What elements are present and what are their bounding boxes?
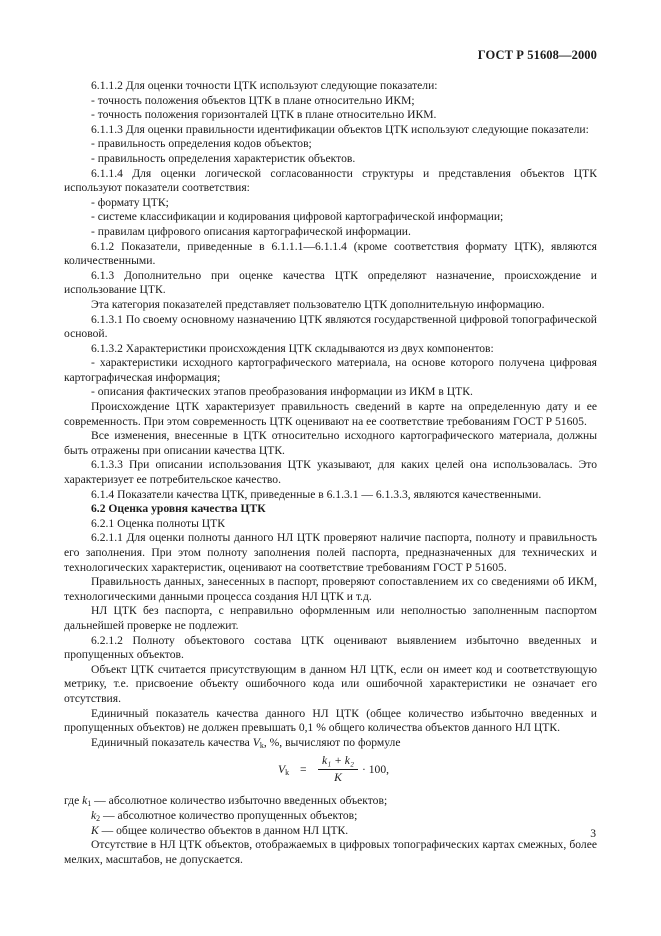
formula [64,752,597,790]
paragraph: - формату ЦТК; [91,195,169,209]
paragraph: - характеристики исходного картографического материала, на основе которого получена цифровая картографическая информация; [64,356,597,384]
formula-intro-post: , %, вычисляют по формуле [263,735,401,749]
formula-denominator: K [334,771,342,785]
paragraph: - точность положения объектов ЦТК в плане относительно ИКМ; [91,93,415,107]
legend-var: k [82,794,88,808]
paragraph: - системе классификации и кодирования цифровой картографической информации; [91,210,504,224]
formula-intro [64,736,597,751]
paragraph: Происхождение ЦТК характеризует правильность сведений в карте на определенную дату и ее современность. При этом современность ЦТК оценивают на ее соответствие требованиям ГОСТ Р 51605. [64,400,597,428]
paragraph: 6.1.4 Показатели качества ЦТК, приведенные в 6.1.3.1 — 6.1.3.3, являются качественными. [91,487,542,501]
paragraph: - правильность определения характеристик объектов. [91,151,356,165]
paragraph: - описания фактических этапов преобразования информации из ИКМ в ЦТК. [91,385,473,399]
paragraph: Правильность данных, занесенных в паспорт, проверяют сопоставлением их со сведениями об ИКМ, технологическими данными процесса создания НЛ ЦТК и т.д. [64,575,597,603]
paragraph: 6.2.1.2 Полноту объектового состава ЦТК оценивают выявлением избыточно введенных и пропущенных объектов. [64,633,597,662]
paragraph: Объект ЦТК считается присутствующим в данном НЛ ЦТК, если он имеет код и соответствующую метрику, т.е. присвоение объекту ошибочного кода или ошибочной характеристики не означает его отсутствия. [64,662,597,705]
formula-equals: = [300,763,307,777]
paragraph: Все изменения, внесенные в ЦТК относительно исходного картографического материала, должны быть отражены при описании качества ЦТК. [64,429,597,457]
formula-fraction [318,754,358,785]
legend-var: K [91,823,99,837]
paragraph: НЛ ЦТК без паспорта, с неправильно оформленным или неполностью заполненным паспортом дальнейшей проверке не подлежит. [64,604,597,632]
document-header: ГОСТ Р 51608—2000 [477,48,597,62]
legend-var: k [91,808,97,822]
paragraph: Единичный показатель качества данного НЛ ЦТК (общее количество избыточно введенных и пропущенных объектов) не должен превышать 0,1 % общего количества объектов данного НЛ ЦТК. [64,706,597,735]
legend-text: — абсолютное количество избыточно введенных объектов; [91,794,388,808]
paragraph: 6.2 Оценка уровня качества ЦТК [91,502,266,516]
formula-intro-var: V [252,735,260,749]
legend-line [64,824,597,839]
formula-rhs: · 100, [362,763,390,777]
paragraph: 6.1.1.2 Для оценки точности ЦТК используют следующие показатели: [91,79,438,92]
legend-text: — абсолютное количество пропущенных объектов; [100,808,358,822]
paragraph: 6.1.1.4 Для оценки логической согласованности структуры и представления объектов ЦТК используют показатели соответствия: [64,166,597,195]
paragraph: 6.1.3.1 По своему основному назначению ЦТК являются государственной цифровой топографической основой. [64,312,597,341]
formula-intro-text: Единичный показатель качества [91,735,253,749]
paragraph: - точность положения горизонталей ЦТК в плане относительно ИКМ. [91,108,437,122]
legend-sub: 2 [96,813,101,823]
paragraph: 6.1.3.3 При описании использования ЦТК указывают, для каких целей она использовалась. Это характеризует ее потребительское качество. [64,458,597,487]
paragraph: - правилам цифрового описания картографической информации. [91,224,411,238]
document-body [64,79,597,867]
formula-numerator: k₁ + k₂ [318,754,358,770]
paragraph: 6.2.1 Оценка полноты ЦТК [91,516,225,530]
paragraph: 6.1.3.2 Характеристики происхождения ЦТК складываются из двух компонентов: [91,341,494,355]
paragraph: - правильность определения кодов объектов; [91,137,312,151]
final-paragraph: Отсутствие в НЛ ЦТК объектов, отображаемых в цифровых топографических картах смежных, более мелких, масштабов, не допускается. [64,838,597,866]
paragraph-list [64,79,597,736]
legend-line [64,794,597,809]
paragraph: 6.1.2 Показатели, приведенные в 6.1.1.1—6.1.1.4 (кроме соответствия формату ЦТК), являются количественными. [64,239,597,268]
paragraph: 6.1.1.3 Для оценки правильности идентификации объектов ЦТК используют следующие показатели: [91,122,589,136]
legend-text: — общее количество объектов в данном НЛ ЦТК. [98,823,349,837]
legend-sub: 1 [87,799,92,809]
paragraph: 6.2.1.1 Для оценки полноты данного НЛ ЦТК проверяют наличие паспорта, полноту и правильность его заполнения. При этом полноту заполнения полей паспорта, предназначенных для технических и технологических характеристик, оценивают на соответствие требованиям ГОСТ Р 51605. [64,531,597,574]
paragraph: 6.1.3 Дополнительно при оценке качества ЦТК определяют назначение, происхождение и использование ЦТК. [64,268,597,297]
legend-prefix: где [64,794,83,808]
page-number: 3 [590,827,596,840]
formula-lhs: $V_k$ [278,763,290,778]
legend-line [64,809,597,824]
formula-legend [64,794,597,838]
formula-intro-sub: k [259,740,264,750]
paragraph: Эта категория показателей представляет пользователю ЦТК дополнительную информацию. [91,297,545,311]
